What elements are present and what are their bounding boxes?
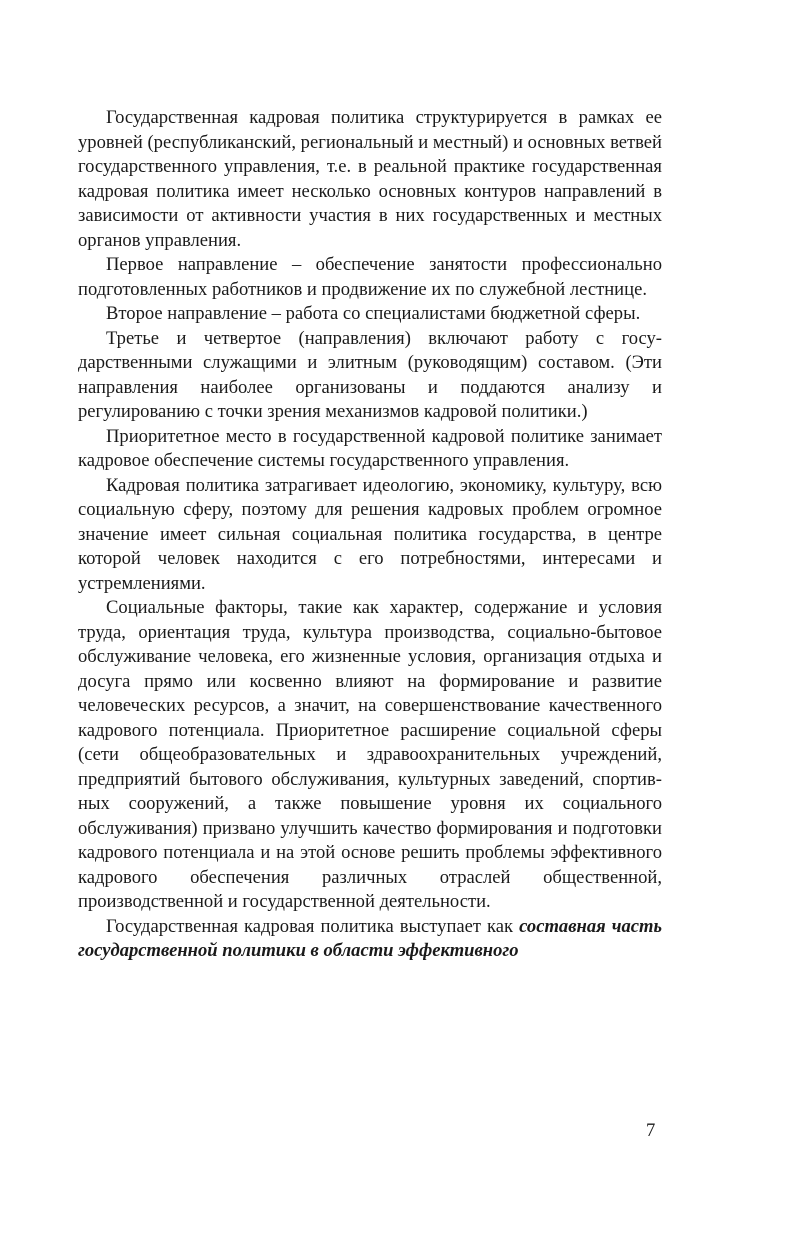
body-text: [78, 106, 662, 964]
paragraph-2: Первое направление – обеспечение занятости профессионально подготовленных работников и продвижение их по служебной лестнице.: [78, 254, 662, 300]
paragraph-8: [78, 915, 662, 964]
paragraph-5: Приоритетное место в государственной кадровой политике занимает кадровое обеспечение системы государственного управления.: [78, 425, 662, 471]
paragraph-8-plain: Государственная кадровая политика выступает как: [106, 915, 520, 937]
page-number: 7: [646, 1120, 656, 1141]
paragraph-3: Второе направление – работа со специалистами бюджетной сферы.: [106, 303, 641, 324]
paragraph-8-emphasis: составная часть государственной политики в области эффективного: [78, 915, 662, 961]
paragraph-7: Социальные факторы, такие как характер, содержание и условия труда, ориентация труда, культура производства, социально-бытовое обслуживание человека, его жизненные условия, организация отдыха и досуга прямо или косвенно влияют на формирование и развитие человеческих ресурсов, а значит, на совершенствование качественного кадрового потенциала. Приоритетное расширение социальной сферы (сети общеобразовательных и здравоохранительных учреждений, предприятий бытового обслуживания, культурных заведений, спортивных сооружений, а также повышение уровня их социального обслуживания) призвано улучшить качество формирования и подготовки кадрового потенциала и на этой основе решить проблемы эффективного кадрового обеспечения различных отраслей общественной, производственной и государственной деятельности.: [78, 597, 662, 912]
paragraph-4: Третье и четвертое (направления) включают работу с государственными служащими и элитным (руководящим) составом. (Эти направления наиболее организованы и поддаются анализу и регулированию с точки зрения механизмов кадровой политики.): [78, 327, 662, 422]
paragraph-1: Государственная кадровая политика структурируется в рамках ее уровней (республиканский, региональный и местный) и основных ветвей государственного управления, т.е. в реальной практике государственная кадровая политика имеет несколько основных контуров направлений в зависимости от активности участия в них государственных и местных органов управления.: [78, 107, 662, 251]
paragraph-6: Кадровая политика затрагивает идеологию, экономику, культуру, всю социальную сферу, поэтому для решения кадровых проблем огромное значение имеет сильная социальная политика государства, в центре которой человек находится с его потребностями, интересами и устремлениями.: [78, 474, 662, 594]
